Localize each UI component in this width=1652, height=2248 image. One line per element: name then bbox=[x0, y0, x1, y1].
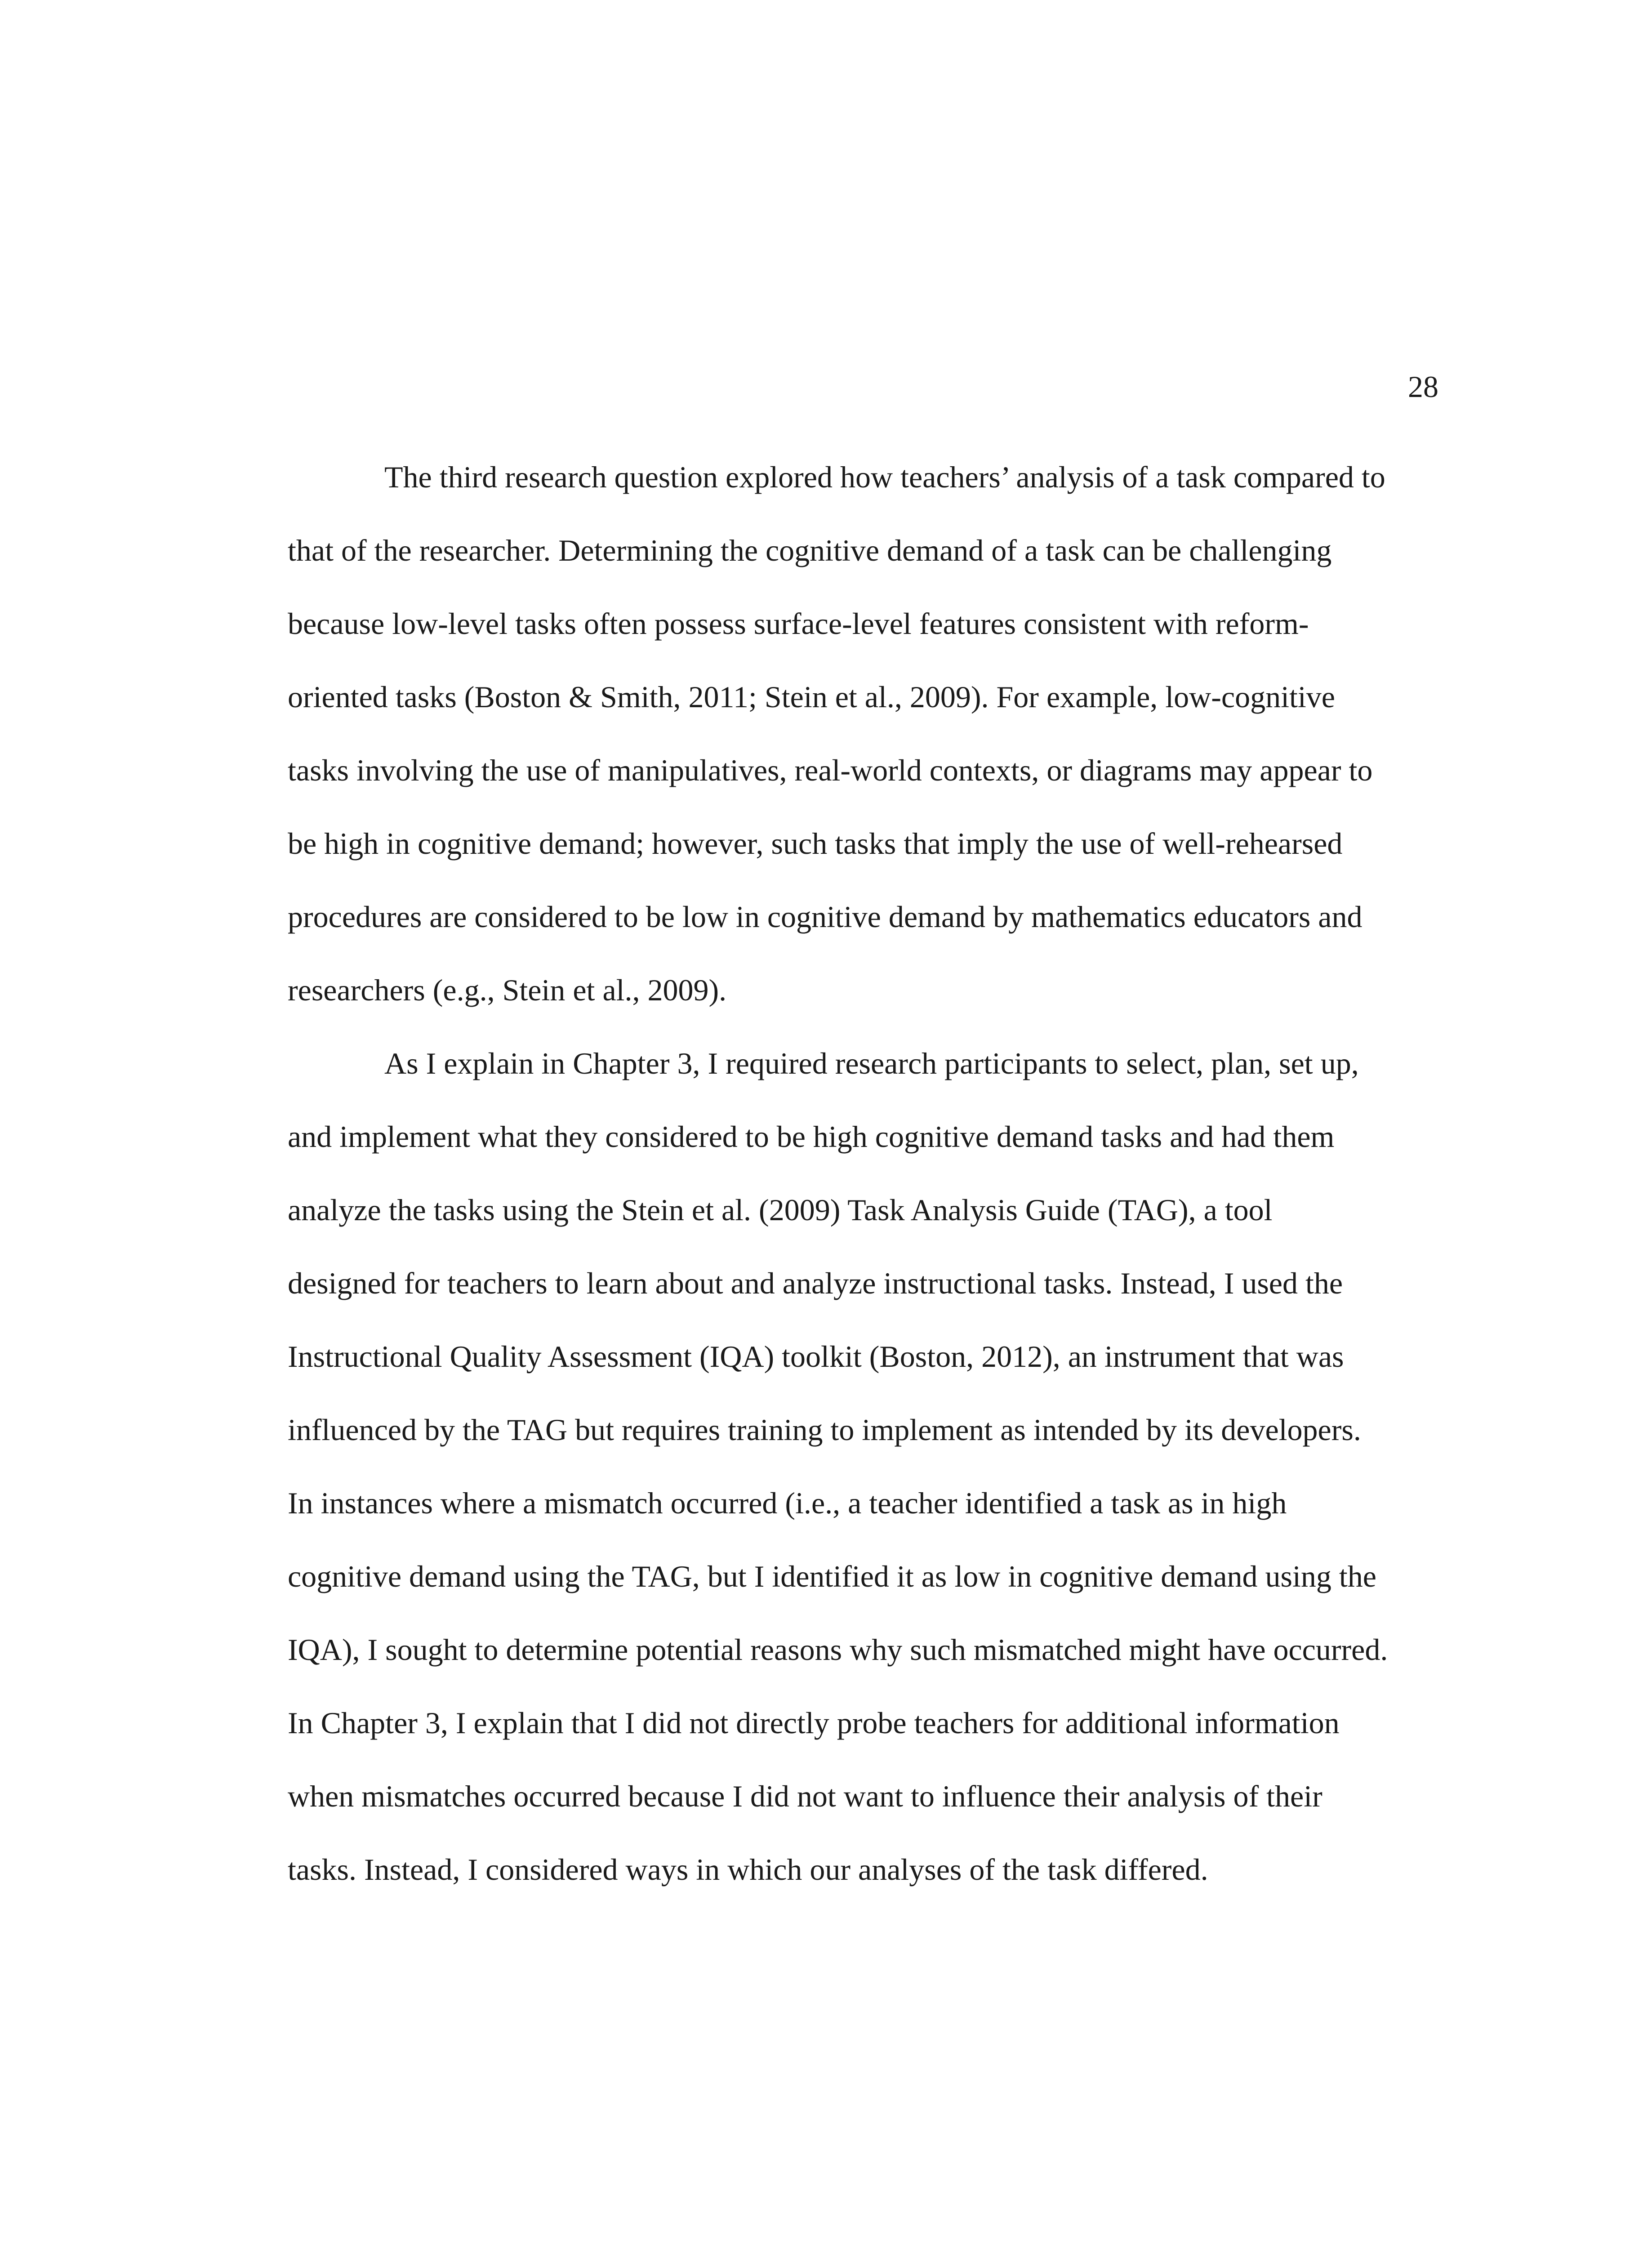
paragraph-line: cognitive demand using the TAG, but I identified it as low in cognitive demand using the bbox=[288, 1559, 1376, 1593]
paragraph-line: because low-level tasks often possess surface-level features consistent with reform- bbox=[288, 607, 1309, 641]
paragraph-line: IQA), I sought to determine potential reasons why such mismatched might have occurred. bbox=[288, 1632, 1388, 1667]
paragraph-line: be high in cognitive demand; however, such tasks that imply the use of well-rehearsed bbox=[288, 826, 1343, 861]
page-number: 28 bbox=[1408, 370, 1438, 404]
paragraph-1 bbox=[288, 441, 1465, 1027]
paragraph-line: oriented tasks (Boston & Smith, 2011; Stein et al., 2009). For example, low-cognitive bbox=[288, 680, 1335, 714]
paragraph-line: As I explain in Chapter 3, I required research participants to select, plan, set up, bbox=[384, 1046, 1359, 1080]
paragraph-line: designed for teachers to learn about and analyze instructional tasks. Instead, I used the bbox=[288, 1266, 1343, 1300]
paragraph-line: researchers (e.g., Stein et al., 2009). bbox=[288, 973, 727, 1007]
paragraph-line: analyze the tasks using the Stein et al. (2009) Task Analysis Guide (TAG), a tool bbox=[288, 1193, 1273, 1227]
paragraph-2 bbox=[288, 1027, 1465, 1906]
paragraph-line: influenced by the TAG but requires training to implement as intended by its developers. bbox=[288, 1413, 1361, 1447]
paragraph-line: tasks involving the use of manipulatives, real-world contexts, or diagrams may appear to bbox=[288, 753, 1373, 787]
body-text bbox=[288, 441, 1465, 1906]
paragraph-line: tasks. Instead, I considered ways in which our analyses of the task differed. bbox=[288, 1852, 1208, 1887]
paragraph-line: In Chapter 3, I explain that I did not directly probe teachers for additional information bbox=[288, 1706, 1340, 1740]
paragraph-line: Instructional Quality Assessment (IQA) toolkit (Boston, 2012), an instrument that was bbox=[288, 1339, 1344, 1374]
paragraph-line: and implement what they considered to be high cognitive demand tasks and had them bbox=[288, 1120, 1335, 1154]
paragraph-line: when mismatches occurred because I did not want to influence their analysis of their bbox=[288, 1779, 1322, 1813]
paragraph-line: that of the researcher. Determining the cognitive demand of a task can be challenging bbox=[288, 533, 1332, 567]
paragraph-line: procedures are considered to be low in cognitive demand by mathematics educators and bbox=[288, 900, 1363, 934]
paragraph-line: In instances where a mismatch occurred (i.e., a teacher identified a task as in high bbox=[288, 1486, 1287, 1520]
paragraph-line: The third research question explored how teachers’ analysis of a task compared to bbox=[384, 460, 1385, 494]
